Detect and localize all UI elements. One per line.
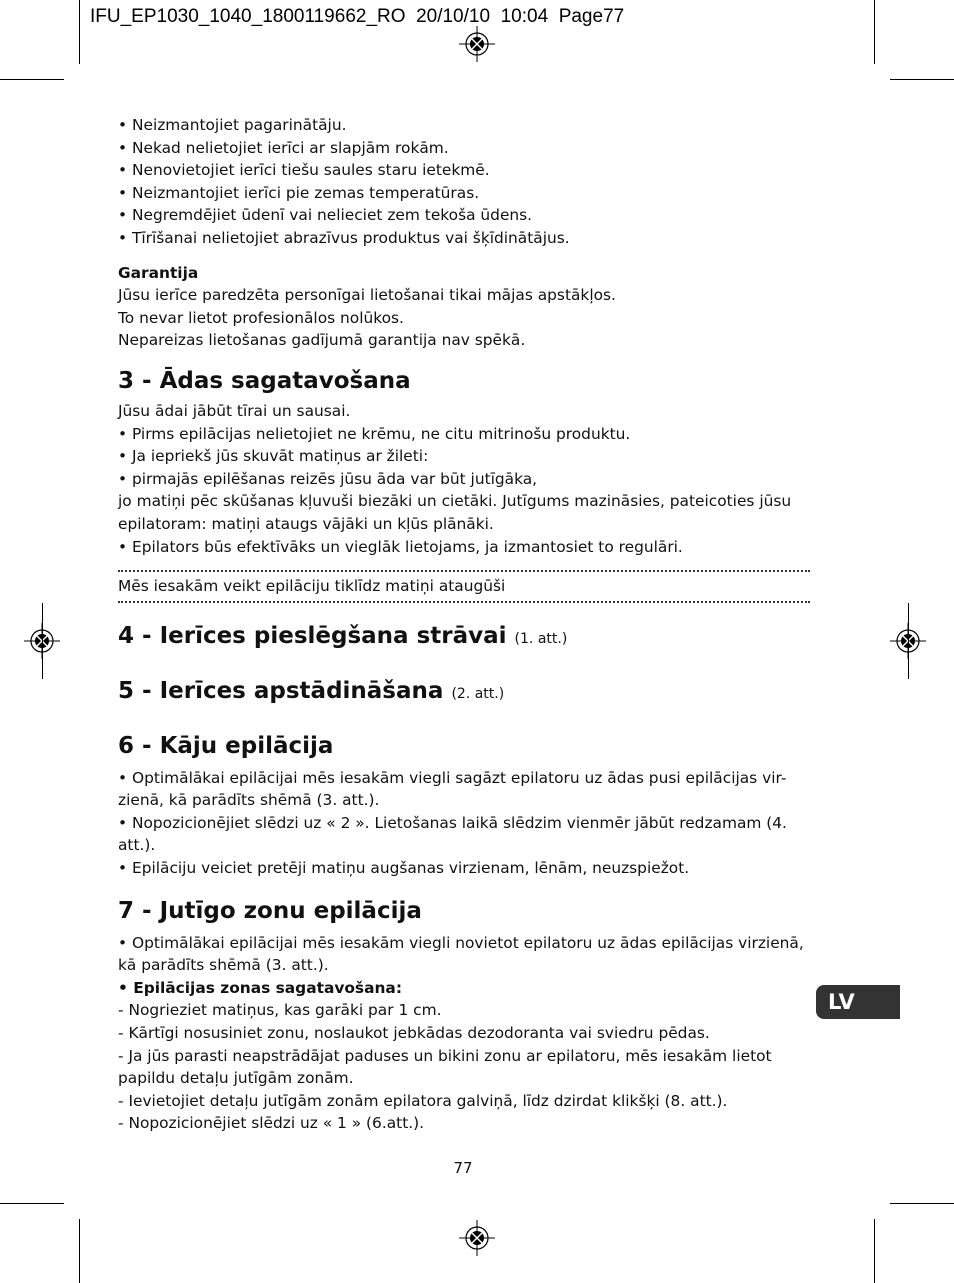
list-item: • Negremdējiet ūdenī vai nelieciet zem tekoša ūdens. <box>118 206 533 225</box>
paragraph-line: • Optimālākai epilācijai mēs iesakām viegli sagāzt epilatoru uz ādas pusi epilācijas vir- <box>118 768 787 787</box>
safety-list <box>118 114 810 250</box>
section-4-ref: (1. att.) <box>514 630 568 647</box>
paragraph-line: • Pirms epilācijas nelietojiet ne krēmu, ne citu mitrinošu produktu. <box>118 424 631 443</box>
paragraph-line: • Epilators būs efektīvāks un vieglāk lietojams, ja izmantosiet to regulāri. <box>118 537 683 556</box>
section-7-body <box>118 932 810 1135</box>
warranty-block <box>118 262 810 352</box>
registration-mark-bottom <box>459 1220 495 1256</box>
paragraph-line: jo matiņi pēc skūšanas kļuvuši biezāki un cietāki. Jutīgums mazināsies, pateicoties jūsu <box>118 492 792 511</box>
section-4-heading: 4 - Ierīces pieslēgšana strāvai <box>118 622 507 649</box>
section-7-title: 7 - Jutīgo zonu epilācija <box>118 897 422 924</box>
paragraph-line: epilatoram: matiņi ataugs vājāki un kļūs plānāki. <box>118 514 494 533</box>
page-number: 77 <box>453 1159 473 1177</box>
warranty-line: Nepareizas lietošanas gadījumā garantija nav spēkā. <box>118 331 526 350</box>
list-item: • Tīrīšanai nelietojiet abrazīvus produktus vai šķīdinātājus. <box>118 228 570 247</box>
section-5-heading: 5 - Ierīces apstādināšana <box>118 677 444 704</box>
paragraph-line: - Nogrieziet matiņus, kas garāki par 1 cm. <box>118 1001 442 1020</box>
warranty-line: To nevar lietot profesionālos nolūkos. <box>118 308 404 327</box>
list-item: • Neizmantojiet pagarinātāju. <box>118 116 347 134</box>
section-5-ref: (2. att.) <box>451 685 505 702</box>
paragraph-line: Jūsu ādai jābūt tīrai un sausai. <box>118 401 351 420</box>
paragraph-line: papildu detaļu jutīgām zonām. <box>118 1069 354 1088</box>
paragraph-line: • Epilāciju veiciet pretēji matiņu augšanas virzienam, lēnām, neuzspiežot. <box>118 859 690 878</box>
page-content <box>118 114 810 1135</box>
paragraph-line: kā parādīts shēmā (3. att.). <box>118 956 329 975</box>
tip-note: Mēs iesakām veikt epilāciju tiklīdz matiņi ataugūši <box>118 577 506 596</box>
section-3-title: 3 - Ādas sagatavošana <box>118 367 411 394</box>
section-6-title: 6 - Kāju epilācija <box>118 732 334 759</box>
paragraph-line: - Kārtīgi nosusiniet zonu, noslaukot jebkādas dezodoranta vai sviedru pēdas. <box>118 1024 710 1043</box>
paragraph-line: zienā, kā parādīts shēmā (3. att.). <box>118 791 380 810</box>
list-item: • Nenovietojiet ierīci tiešu saules staru ietekmē. <box>118 161 490 180</box>
paragraph-line: • pirmajās epilēšanas reizēs jūsu āda var būt jutīgāka, <box>118 469 538 488</box>
print-slug: IFU_EP1030_1040_1800119662_RO 20/10/10 10:04 Page77 <box>90 6 625 27</box>
paragraph-line: - Nopozicionējiet slēdzi uz « 1 » (6.att.). <box>118 1114 425 1133</box>
paragraph-line: • Ja iepriekš jūs skuvāt matiņus ar žileti: <box>118 447 429 466</box>
section-4-title <box>118 621 810 654</box>
paragraph-line: - Ievietojiet detaļu jutīgām zonām epilatora galviņā, līdz dzirdat klikšķi (8. att.). <box>118 1091 728 1110</box>
divider-top <box>118 570 810 572</box>
side-tick-right <box>908 603 909 679</box>
paragraph-line: - Ja jūs parasti neapstrādājat paduses un bikini zonu ar epilatoru, mēs iesakām lietot <box>118 1046 772 1065</box>
paragraph-line: • Nopozicionējiet slēdzi uz « 2 ». Lietošanas laikā slēdzim vienmēr jābūt redzamam (4. att.). <box>118 813 787 855</box>
registration-mark-top <box>459 26 495 62</box>
section-6-body <box>118 767 810 880</box>
list-item: • Neizmantojiet ierīci pie zemas temperatūras. <box>118 183 480 202</box>
warranty-title: Garantija <box>118 263 199 282</box>
paragraph-line: • Optimālākai epilācijai mēs iesakām viegli novietot epilatoru uz ādas epilācijas virzienā, <box>118 933 804 952</box>
subheading: • Epilācijas zonas sagatavošana: <box>118 978 402 997</box>
warranty-line: Jūsu ierīce paredzēta personīgai lietošanai tikai mājas apstākļos. <box>118 286 616 305</box>
section-5-title <box>118 676 810 709</box>
section-3-body <box>118 400 810 558</box>
language-tab: LV <box>816 985 900 1019</box>
list-item: • Nekad nelietojiet ierīci ar slapjām rokām. <box>118 138 449 157</box>
side-tick-left <box>42 603 43 679</box>
